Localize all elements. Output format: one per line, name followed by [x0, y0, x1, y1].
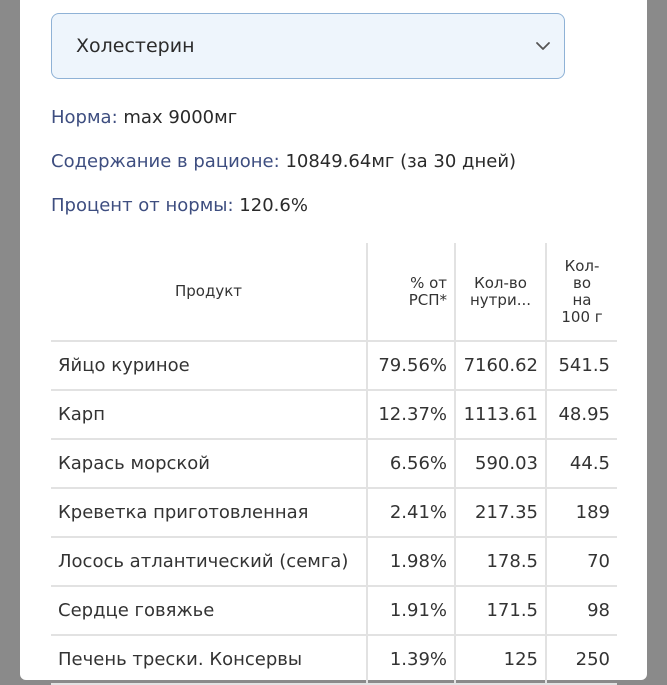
content-label: Содержание в рационе: — [51, 151, 280, 172]
cell-per100: 189 — [546, 488, 617, 537]
nutrient-select[interactable] — [51, 13, 565, 79]
table-row[interactable] — [51, 537, 617, 586]
cell-per100: 70 — [546, 537, 617, 586]
product-table — [51, 243, 617, 685]
cell-product: Карп — [51, 390, 367, 439]
cell-amount: 217.35 — [455, 488, 546, 537]
table-row[interactable] — [51, 586, 617, 635]
cell-amount: 1113.61 — [455, 390, 546, 439]
cell-percent: 1.91% — [367, 586, 455, 635]
table-row[interactable] — [51, 390, 617, 439]
column-header-product[interactable]: Продукт — [51, 243, 367, 341]
cell-product: Яйцо куриное — [51, 341, 367, 390]
nutrient-select-value: Холестерин — [76, 35, 195, 57]
table-row[interactable] — [51, 488, 617, 537]
norm-line — [51, 107, 237, 128]
cell-amount: 590.03 — [455, 439, 546, 488]
cell-per100: 250 — [546, 635, 617, 684]
content-line — [51, 151, 516, 172]
content-value: 10849.64мг (за 30 дней) — [285, 151, 517, 172]
table-row[interactable] — [51, 439, 617, 488]
table-row[interactable] — [51, 635, 617, 684]
cell-product: Лосось атлантический (семга) — [51, 537, 367, 586]
cell-percent: 12.37% — [367, 390, 455, 439]
cell-percent: 1.98% — [367, 537, 455, 586]
chevron-down-icon — [534, 37, 552, 55]
cell-amount: 125 — [455, 635, 546, 684]
norm-label: Норма: — [51, 107, 118, 128]
cell-per100: 44.5 — [546, 439, 617, 488]
cell-product: Карась морской — [51, 439, 367, 488]
cell-product: Сердце говяжье — [51, 586, 367, 635]
cell-product: Креветка приготовленная — [51, 488, 367, 537]
cell-amount: 178.5 — [455, 537, 546, 586]
cell-percent: 1.39% — [367, 635, 455, 684]
cell-amount: 171.5 — [455, 586, 546, 635]
percent-line — [51, 195, 308, 216]
cell-percent: 79.56% — [367, 341, 455, 390]
table-row[interactable] — [51, 341, 617, 390]
table-header-row — [51, 243, 617, 341]
percent-value: 120.6% — [239, 195, 308, 216]
column-header-per100[interactable]: Кол- во на 100 г — [546, 243, 617, 341]
percent-label: Процент от нормы: — [51, 195, 234, 216]
cell-per100: 48.95 — [546, 390, 617, 439]
cell-per100: 98 — [546, 586, 617, 635]
nutrient-panel — [20, 0, 647, 680]
norm-value: max 9000мг — [123, 107, 238, 128]
cell-amount: 7160.62 — [455, 341, 546, 390]
cell-percent: 2.41% — [367, 488, 455, 537]
column-header-percent[interactable]: % от РСП* — [367, 243, 455, 341]
column-header-amount[interactable]: Кол-во нутри... — [455, 243, 546, 341]
cell-product: Печень трески. Консервы — [51, 635, 367, 684]
cell-per100: 541.5 — [546, 341, 617, 390]
cell-percent: 6.56% — [367, 439, 455, 488]
